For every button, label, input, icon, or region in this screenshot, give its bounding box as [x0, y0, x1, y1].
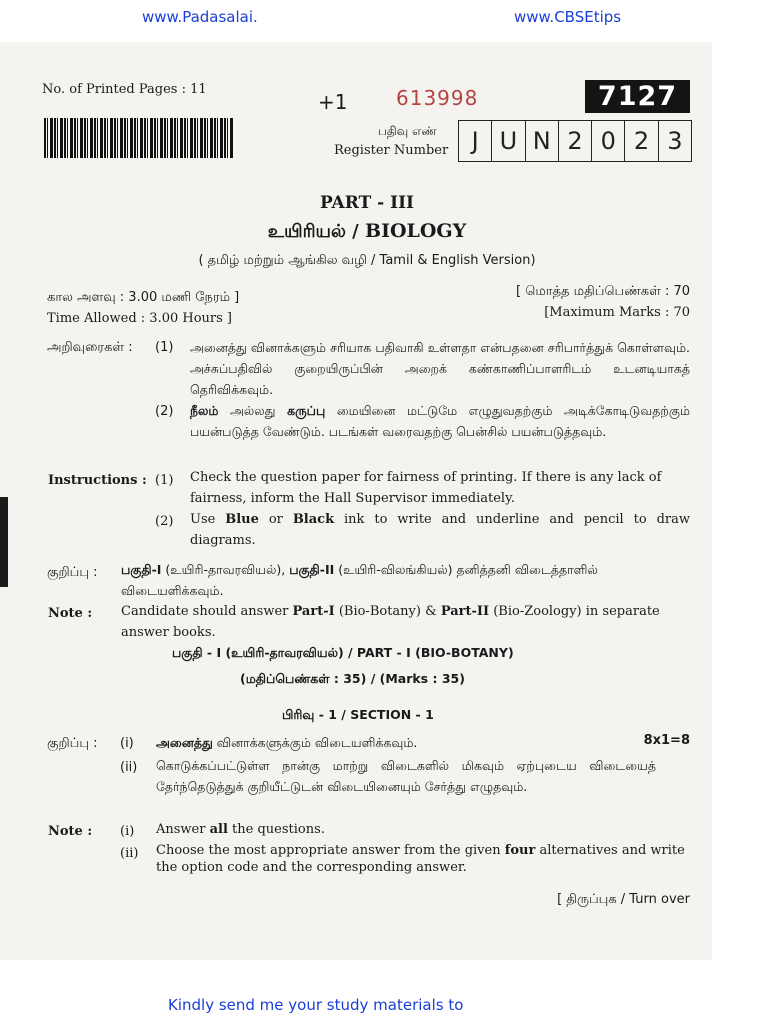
- section-note-en-number-2: (ii): [120, 846, 139, 861]
- subject-title: [0, 220, 734, 244]
- or-word-en: or: [258, 512, 293, 527]
- instruction-en-item-2-prefix: Use: [190, 512, 226, 527]
- part-title: PART - III: [320, 193, 414, 213]
- note-ta-label: குறிப்பு :: [47, 565, 98, 580]
- part-two-en: Part-II: [440, 604, 490, 619]
- all-word-ta: அனைத்து: [156, 735, 213, 750]
- section-note-en-item-2-prefix: Choose the most appropriate answer from the given: [156, 843, 505, 858]
- section-note-en-number-1: (i): [120, 824, 135, 839]
- black-word-ta: கருப்பு: [287, 403, 326, 418]
- subject-title-en: BIOLOGY: [365, 220, 467, 242]
- instruction-en-item-2-rest: ink to write and underline and pencil to draw diagrams.: [190, 512, 691, 548]
- four-word-en: four: [504, 843, 536, 858]
- question-paper: [0, 42, 712, 960]
- section-heading: பிரிவு - 1 / SECTION - 1: [282, 707, 434, 722]
- note-ta-text: [121, 559, 691, 601]
- stream-mark: +1: [318, 90, 348, 114]
- instruction-en-number-2: (2): [155, 514, 174, 529]
- register-cell: 2: [625, 121, 658, 161]
- register-cell: N: [526, 121, 559, 161]
- section-note-en-item-2-rest: alternatives and write the option code and the corresponding answer.: [156, 843, 685, 875]
- register-cell: J: [459, 121, 492, 161]
- note-en-label: Note :: [48, 606, 93, 621]
- instruction-en-item-1: Check the question paper for fairness of printing. If there is any lack of fairness, inform the Hall Supervisor immediately.: [190, 470, 662, 506]
- instruction-ta-number-1: (1): [155, 340, 174, 355]
- part-two-ta: பகுதி-II: [289, 562, 335, 577]
- instructions-en-label: Instructions :: [48, 473, 147, 488]
- section-note-en-label: Note :: [48, 824, 93, 839]
- printed-pages: No. of Printed Pages : 11: [42, 82, 207, 97]
- register-cell: 0: [592, 121, 625, 161]
- register-cell: 2: [559, 121, 592, 161]
- section-marks: 8x1=8: [643, 733, 690, 748]
- all-word-en: all: [209, 822, 228, 837]
- part-one-ta: பகுதி-I: [121, 562, 162, 577]
- section-note-en-item-1-prefix: Answer: [156, 822, 210, 837]
- blue-word-ta: நீலம்: [190, 403, 219, 418]
- instruction-ta-number-2: (2): [155, 404, 174, 419]
- register-label-ta: பதிவு எண்: [378, 124, 437, 138]
- maximum-marks-ta: [ மொத்த மதிப்பெண்கள் : 70: [516, 284, 690, 299]
- note-en-text-2: (Bio-Botany) &: [334, 604, 441, 619]
- blue-word-en: Blue: [225, 512, 259, 527]
- page-edge-mark: [0, 497, 8, 587]
- section-note-ta-item-1: [156, 735, 417, 752]
- or-word-ta: அல்லது: [218, 403, 288, 418]
- maximum-marks-en: [Maximum Marks : 70: [544, 305, 690, 320]
- section-note-en-item-1-rest: the questions.: [227, 822, 325, 837]
- version-line: ( தமிழ் மற்றும் ஆங்கில வழி / Tamil & English Version): [198, 253, 536, 268]
- time-allowed-ta: கால அளவு : 3.00 மணி நேரம் ]: [47, 290, 240, 305]
- time-allowed-en: Time Allowed : 3.00 Hours ]: [47, 311, 233, 326]
- note-ta-text-2: (உயிரி-விலங்கியல்) தனித்தனி விடைத்தாளில் விடையளிக்கவும்.: [121, 562, 598, 598]
- barcode: [44, 118, 234, 158]
- register-cell: 3: [667, 127, 683, 155]
- note-en-text-1: Candidate should answer: [121, 604, 293, 619]
- instruction-ta-item-2: [190, 400, 690, 442]
- black-word-en: Black: [292, 512, 335, 527]
- section-note-ta-number-1: (i): [120, 736, 134, 751]
- register-number-box: [458, 120, 692, 162]
- subject-title-ta: உயிரியல் /: [267, 221, 366, 242]
- note-en-text-3: (Bio-Zoology) in separate answer books.: [121, 604, 660, 640]
- register-cell: U: [492, 121, 525, 161]
- part-one-marks: (மதிப்பெண்கள் : 35) / (Marks : 35): [240, 671, 465, 686]
- turn-over: [ திருப்புக / Turn over: [557, 892, 690, 907]
- section-note-ta-item-1-rest: வினாக்களுக்கும் விடையளிக்கவும்.: [212, 735, 418, 750]
- footer-link[interactable]: Kindly send me your study materials to: [168, 996, 464, 1014]
- section-note-ta-item-2: கொடுக்கப்பட்டுள்ள நான்கு மாற்று விடைகளில் மிகவும் ஏற்புடைய விடையைத் தேர்ந்தெடுத்துக் குறியீட்டுடன் விடையினையும் சேர்த்து எழுதவும்.: [156, 758, 656, 794]
- register-label-en: Register Number: [334, 143, 449, 158]
- instruction-ta-item-1: அனைத்து வினாக்களும் சரியாக பதிவாகி உள்ளதா என்பதனை சரிபார்த்துக் கொள்ளவும். அச்சுப்பதிவில் குறையிருப்பின் அறைக் கண்காணிப்பாளரிடம் உடனடியாகத் தெரிவிக்கவும்.: [190, 340, 690, 397]
- section-note-en-item-1: [156, 822, 325, 837]
- instruction-en-item-2: [190, 509, 690, 551]
- part-one-en: Part-I: [292, 604, 335, 619]
- section-note-en-item-2: [156, 842, 691, 876]
- padasalai-link[interactable]: www.Padasalai.: [142, 8, 258, 26]
- note-ta-text-1: (உயிரி-தாவரவியல்),: [161, 562, 290, 577]
- serial-number: 613998: [396, 86, 479, 110]
- note-en-text: [121, 601, 691, 643]
- cbsetips-link[interactable]: www.CBSEtips: [514, 8, 622, 26]
- part-one-heading: பகுதி - I (உயிரி-தாவரவியல்) / PART - I (BIO-BOTANY): [172, 645, 514, 660]
- instruction-en-number-1: (1): [155, 473, 174, 488]
- section-note-ta-number-2: (ii): [120, 760, 138, 775]
- instructions-ta-label: அறிவுரைகள் :: [47, 340, 133, 355]
- instruction-ta-item-2-rest: மையினை மட்டுமே எழுதுவதற்கும் அடிக்கோடிடுவதற்கும் பயன்படுத்த வேண்டும். படங்கள் வரைவதற்கு பென்சில் பயன்படுத்தவும்.: [190, 403, 690, 439]
- section-note-ta-label: குறிப்பு :: [47, 736, 98, 751]
- paper-code: 7127: [585, 80, 690, 113]
